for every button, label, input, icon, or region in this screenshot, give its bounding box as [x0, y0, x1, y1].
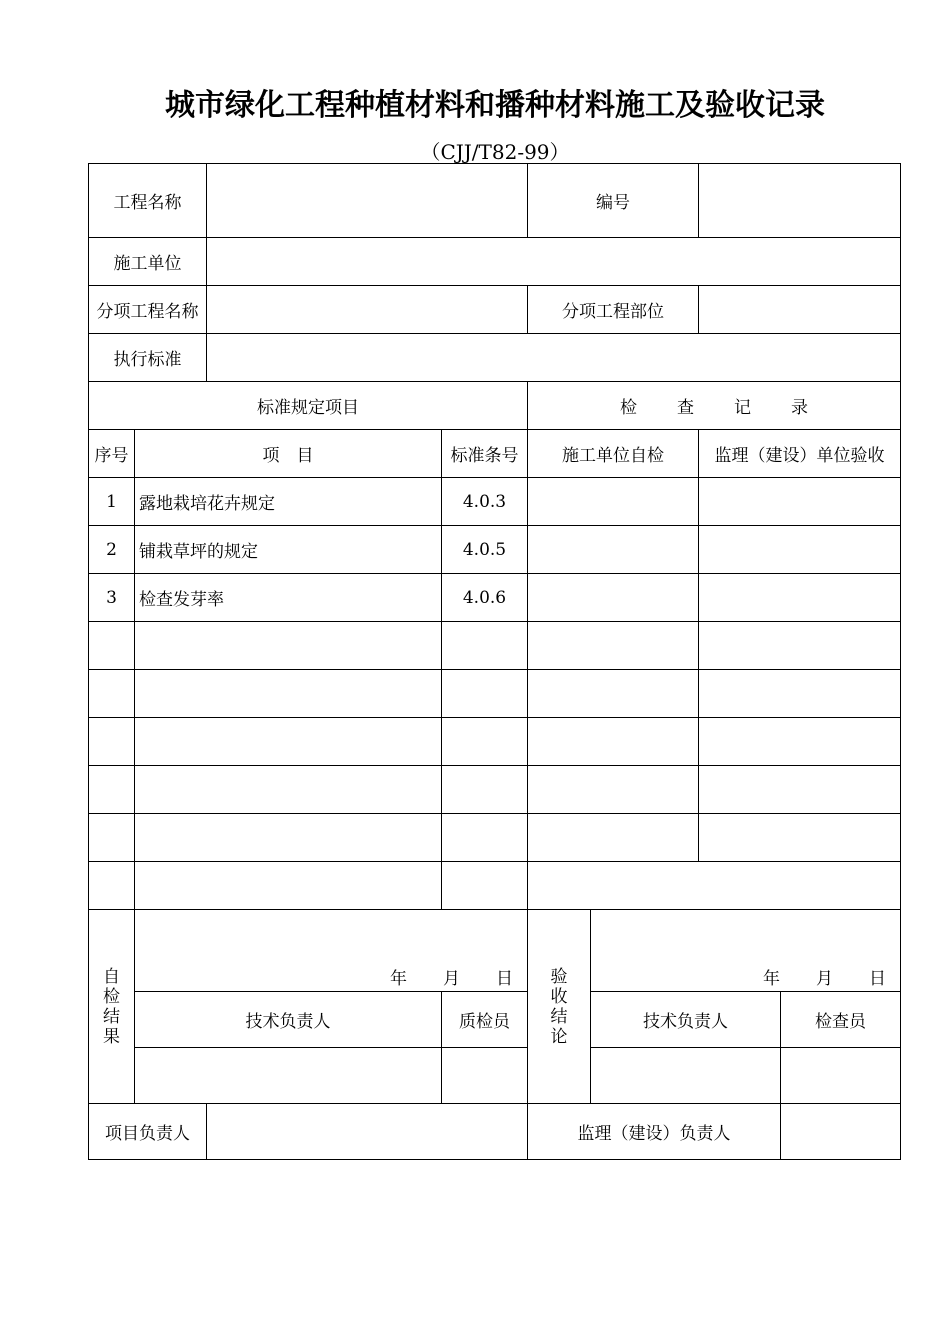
empty-cell[interactable] — [135, 718, 442, 766]
col-seq-header: 序号 — [89, 430, 135, 478]
page-title: 城市绿化工程种植材料和播种材料施工及验收记录 — [165, 88, 825, 123]
row-clause: 4.0.6 — [442, 574, 528, 622]
row-clause: 4.0.5 — [442, 526, 528, 574]
sub-project-location-value[interactable] — [699, 286, 901, 334]
empty-row — [89, 766, 901, 814]
empty-cell[interactable] — [699, 766, 901, 814]
project-name-value[interactable] — [207, 164, 528, 238]
standard-value[interactable] — [207, 334, 901, 382]
self-check-date[interactable]: 年 月 日 — [135, 910, 528, 992]
row-item: 铺栽草坪的规定 — [135, 526, 442, 574]
empty-cell[interactable] — [135, 622, 442, 670]
empty-row — [89, 718, 901, 766]
project-manager-label: 项目负责人 — [89, 1104, 207, 1160]
col-item-header: 项 目 — [135, 430, 442, 478]
empty-row — [89, 814, 901, 862]
standard-items-header: 标准规定项目 — [89, 382, 528, 430]
construction-unit-value[interactable] — [207, 238, 901, 286]
empty-row — [89, 862, 901, 910]
row-supervision-cell[interactable] — [699, 574, 901, 622]
empty-cell[interactable] — [528, 670, 699, 718]
empty-cell[interactable] — [699, 718, 901, 766]
table-row — [89, 574, 901, 622]
empty-cell[interactable] — [528, 862, 901, 910]
empty-cell[interactable] — [442, 814, 528, 862]
col-clause-header: 标准条号 — [442, 430, 528, 478]
empty-row — [89, 622, 901, 670]
acceptance-date[interactable]: 年 月 日 — [591, 910, 901, 992]
inspection-form-table — [88, 163, 901, 1160]
project-manager-signature[interactable] — [207, 1104, 528, 1160]
project-name-label: 工程名称 — [89, 164, 207, 238]
construction-unit-label: 施工单位 — [89, 238, 207, 286]
empty-cell[interactable] — [89, 766, 135, 814]
quality-inspector-signature[interactable] — [442, 1048, 528, 1104]
empty-cell[interactable] — [699, 622, 901, 670]
table-row — [89, 478, 901, 526]
supervision-lead-signature[interactable] — [781, 1104, 901, 1160]
row-seq: 2 — [89, 526, 135, 574]
self-check-result-label: 自 检 结 果 — [89, 910, 135, 1104]
table-row — [89, 526, 901, 574]
sub-project-name-label: 分项工程名称 — [89, 286, 207, 334]
inspector-signature[interactable] — [781, 1048, 901, 1104]
empty-cell[interactable] — [528, 718, 699, 766]
quality-inspector-label: 质检员 — [442, 992, 528, 1048]
empty-cell[interactable] — [442, 622, 528, 670]
empty-cell[interactable] — [89, 718, 135, 766]
empty-cell[interactable] — [528, 622, 699, 670]
serial-no-value[interactable] — [699, 164, 901, 238]
acceptance-tech-lead-signature[interactable] — [591, 1048, 781, 1104]
empty-cell[interactable] — [442, 766, 528, 814]
standard-label: 执行标准 — [89, 334, 207, 382]
empty-cell[interactable] — [699, 814, 901, 862]
col-supervision-header: 监理（建设）单位验收 — [699, 430, 901, 478]
row-supervision-cell[interactable] — [699, 526, 901, 574]
empty-cell[interactable] — [528, 814, 699, 862]
acceptance-tech-lead-label: 技术负责人 — [591, 992, 781, 1048]
row-seq: 3 — [89, 574, 135, 622]
empty-cell[interactable] — [442, 862, 528, 910]
acceptance-conclusion-label: 验 收 结 论 — [528, 910, 591, 1104]
self-tech-lead-label: 技术负责人 — [135, 992, 442, 1048]
row-self-check-cell[interactable] — [528, 574, 699, 622]
row-item: 检查发芽率 — [135, 574, 442, 622]
standard-code: （CJJ/T82-99） — [420, 140, 570, 164]
row-item: 露地栽培花卉规定 — [135, 478, 442, 526]
empty-cell[interactable] — [442, 670, 528, 718]
row-supervision-cell[interactable] — [699, 478, 901, 526]
self-tech-lead-signature[interactable] — [135, 1048, 442, 1104]
supervision-lead-label: 监理（建设）负责人 — [528, 1104, 781, 1160]
empty-cell[interactable] — [135, 814, 442, 862]
empty-cell[interactable] — [135, 670, 442, 718]
empty-cell[interactable] — [89, 670, 135, 718]
row-self-check-cell[interactable] — [528, 478, 699, 526]
empty-cell[interactable] — [442, 718, 528, 766]
empty-cell[interactable] — [699, 670, 901, 718]
empty-cell[interactable] — [89, 622, 135, 670]
inspector-label: 检查员 — [781, 992, 901, 1048]
empty-cell[interactable] — [528, 766, 699, 814]
row-seq: 1 — [89, 478, 135, 526]
inspection-record-header: 检 查 记 录 — [528, 382, 901, 430]
empty-cell[interactable] — [135, 766, 442, 814]
sub-project-location-label: 分项工程部位 — [528, 286, 699, 334]
empty-cell[interactable] — [89, 814, 135, 862]
serial-no-label: 编号 — [528, 164, 699, 238]
empty-cell[interactable] — [89, 862, 135, 910]
row-self-check-cell[interactable] — [528, 526, 699, 574]
empty-row — [89, 670, 901, 718]
row-clause: 4.0.3 — [442, 478, 528, 526]
empty-cell[interactable] — [135, 862, 442, 910]
sub-project-name-value[interactable] — [207, 286, 528, 334]
col-self-check-header: 施工单位自检 — [528, 430, 699, 478]
